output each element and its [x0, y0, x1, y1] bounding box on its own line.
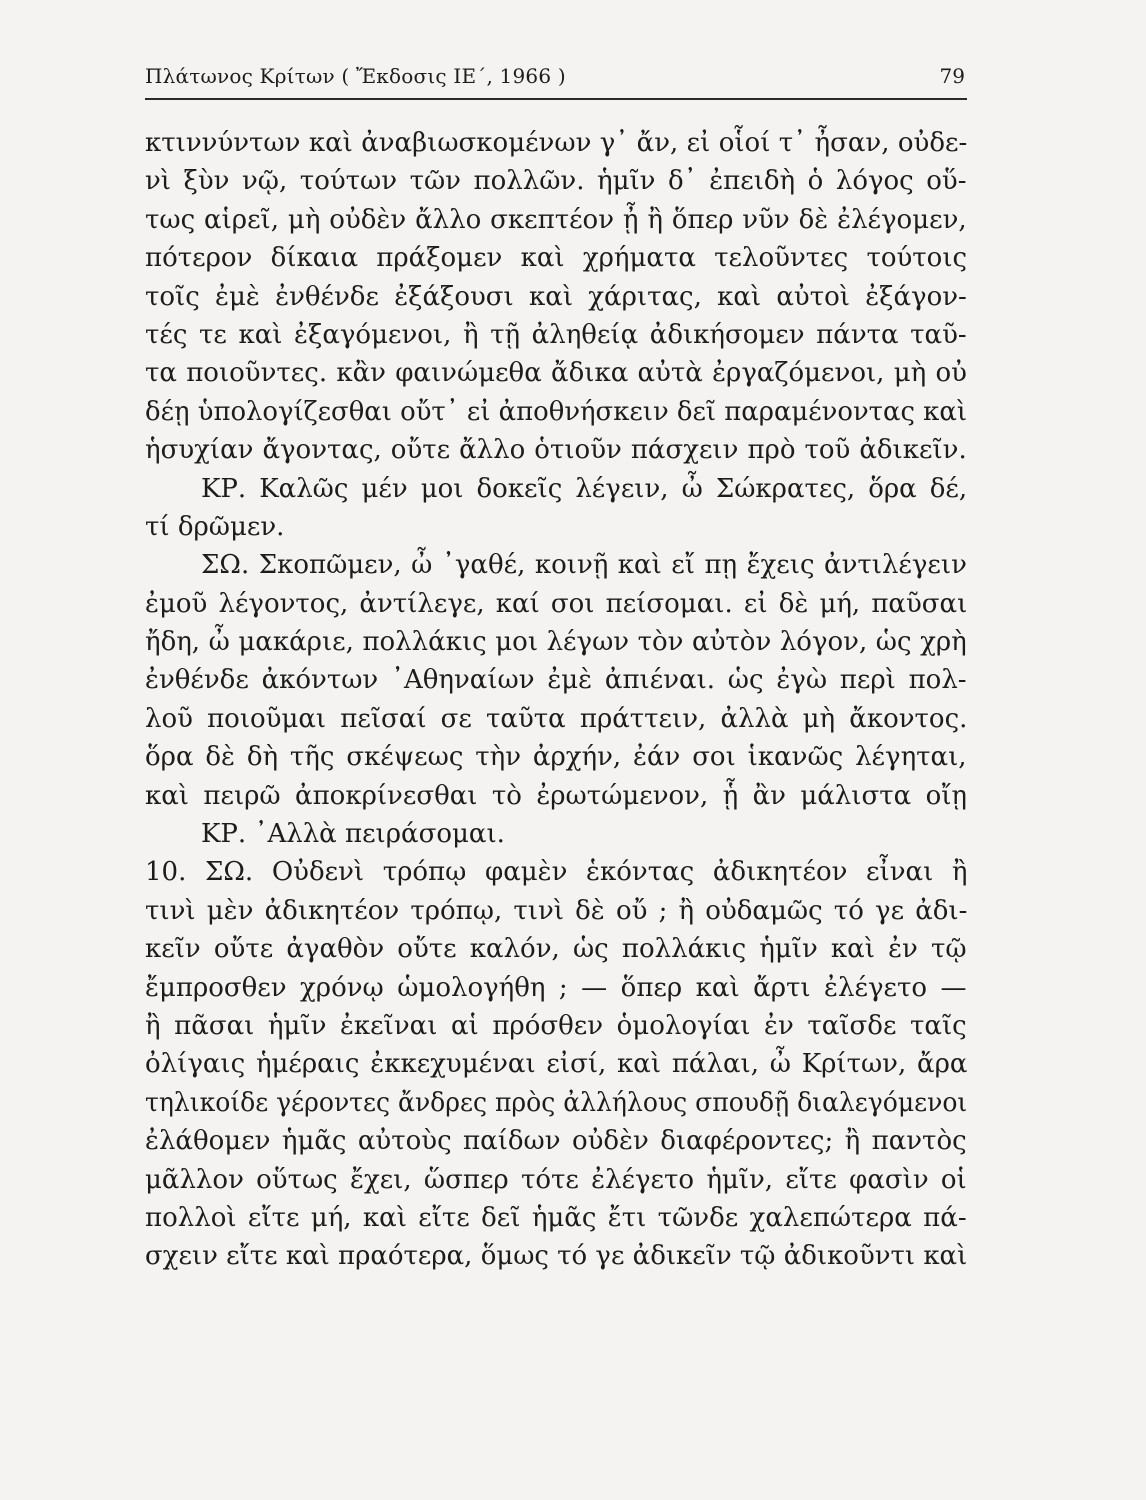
page-number: 79: [939, 64, 965, 88]
text-line: τινὶ μὲν ἀδικητέον τρόπῳ, τινὶ δὲ οὔ ; ἢ οὐδαμῶς τό γε ἀδι-: [145, 895, 968, 926]
text-line: κτιννύντων καὶ ἀναβιωσκομένων γ᾽ ἄν, εἰ οἷοί τ᾽ ἦσαν, οὐδε-: [145, 128, 968, 158]
section-line: 10. ΣΩ. Οὐδενὶ τρόπῳ φαμὲν ἑκόντας ἀδικητέον εἶναι ἢ: [145, 857, 968, 888]
text-line: κεῖν οὔτε ἀγαθὸν οὔτε καλόν, ὡς πολλάκις ἡμῖν καὶ ἐν τῷ: [145, 934, 967, 965]
text-line: ἐλάθομεν ἡμᾶς αὐτοὺς παίδων οὐδὲν διαφέροντες; ἢ παντὸς: [145, 1126, 967, 1157]
text-line: νὶ ξὺν νῷ, τούτων τῶν πολλῶν. ἡμῖν δ᾽ ἐπειδὴ ὁ λόγος οὕ-: [145, 166, 967, 197]
text-line: τως αἱρεῖ, μὴ οὐδὲν ἄλλο σκεπτέον ᾖ ἢ ὅπερ νῦν δὲ ἐλέγομεν,: [145, 204, 967, 235]
running-header: [145, 64, 965, 96]
speaker-line: ΣΩ. Σκοπῶμεν, ὦ ᾿γαθέ, κοινῇ καὶ εἴ πῃ ἔχεις ἀντιλέγειν: [201, 550, 967, 581]
text-line: ἡσυχίαν ἄγοντας, οὔτε ἄλλο ὁτιοῦν πάσχειν πρὸ τοῦ ἀδικεῖν.: [145, 435, 967, 466]
text-line: ἐμοῦ λέγοντος, ἀντίλεγε, καί σοι πείσομαι. εἰ δὲ μή, παῦσαι: [145, 588, 968, 619]
text-line: τα ποιοῦντες. κἂν φαινώμεθα ἄδικα αὐτὰ ἐργαζόμενοι, μὴ οὐ: [145, 358, 967, 389]
text-line: ἐνθένδε ἀκόντων ᾿Αθηναίων ἐμὲ ἀπιέναι. ὡς ἐγὼ περὶ πολ-: [145, 665, 967, 696]
text-line: λοῦ ποιοῦμαι πεῖσαί σε ταῦτα πράττειν, ἀλλὰ μὴ ἄκοντος.: [145, 703, 968, 734]
header-rule: [145, 98, 967, 100]
text-line: ὅρα δὲ δὴ τῆς σκέψεως τὴν ἀρχήν, ἐάν σοι ἱκανῶς λέγηται,: [145, 742, 967, 773]
text-line: τηλικοίδε γέροντες ἄνδρες πρὸς ἀλλήλους σπουδῇ διαλεγόμενοι: [145, 1087, 968, 1118]
speaker-line: ΚΡ. Καλῶς μέν μοι δοκεῖς λέγειν, ὦ Σώκρατες, ὅρα δέ,: [201, 473, 968, 504]
text-line: ὀλίγαις ἡμέραις ἐκκεχυμέναι εἰσί, καὶ πάλαι, ὦ Κρίτων, ἄρα: [145, 1049, 968, 1080]
text-line: πότερον δίκαια πράξομεν καὶ χρήματα τελοῦντες τούτοις: [145, 243, 968, 274]
text-line: μᾶλλον οὕτως ἔχει, ὥσπερ τότε ἐλέγετο ἡμῖν, εἴτε φασὶν οἱ: [145, 1164, 967, 1195]
text-line: τί δρῶμεν.: [145, 511, 285, 542]
text-line: ἔμπροσθεν χρόνῳ ὡμολογήθη ; — ὅπερ καὶ ἄρτι ἐλέγετο —: [145, 972, 967, 1003]
text-line: ἤδη, ὦ μακάριε, πολλάκις μοι λέγων τὸν αὐτὸν λόγον, ὡς χρὴ: [145, 627, 967, 658]
text-line: τοῖς ἐμὲ ἐνθένδε ἐξάξουσι καὶ χάριτας, καὶ αὐτοὶ ἐξάγον-: [145, 281, 967, 312]
text-line: δέῃ ὑπολογίζεσθαι οὔτ᾽ εἰ ἀποθνήσκειν δεῖ παραμένοντας καὶ: [145, 396, 967, 427]
text-line: ἢ πᾶσαι ἡμῖν ἐκεῖναι αἱ πρόσθεν ὁμολογίαι ἐν ταῖσδε ταῖς: [145, 1010, 967, 1041]
speaker-line: ΚΡ. ᾿Αλλὰ πειράσομαι.: [201, 819, 505, 850]
body-text: [145, 124, 985, 1276]
header-title: Πλάτωνος Κρίτων ( Ἔκδοσις ΙΕ΄, 1966 ): [145, 64, 566, 88]
text-line: τές τε καὶ ἐξαγόμενοι, ἢ τῇ ἀληθείᾳ ἀδικήσομεν πάντα ταῦ-: [145, 319, 967, 350]
text-line: πολλοὶ εἴτε μή, καὶ εἴτε δεῖ ἡμᾶς ἔτι τῶνδε χαλεπώτερα πά-: [145, 1202, 967, 1233]
text-line: καὶ πειρῶ ἀποκρίνεσθαι τὸ ἐρωτώμενον, ᾗ ἂν μάλιστα οἴῃ: [145, 780, 967, 811]
text-line: σχειν εἴτε καὶ πραότερα, ὅμως τό γε ἀδικεῖν τῷ ἀδικοῦντι καὶ: [145, 1241, 968, 1272]
